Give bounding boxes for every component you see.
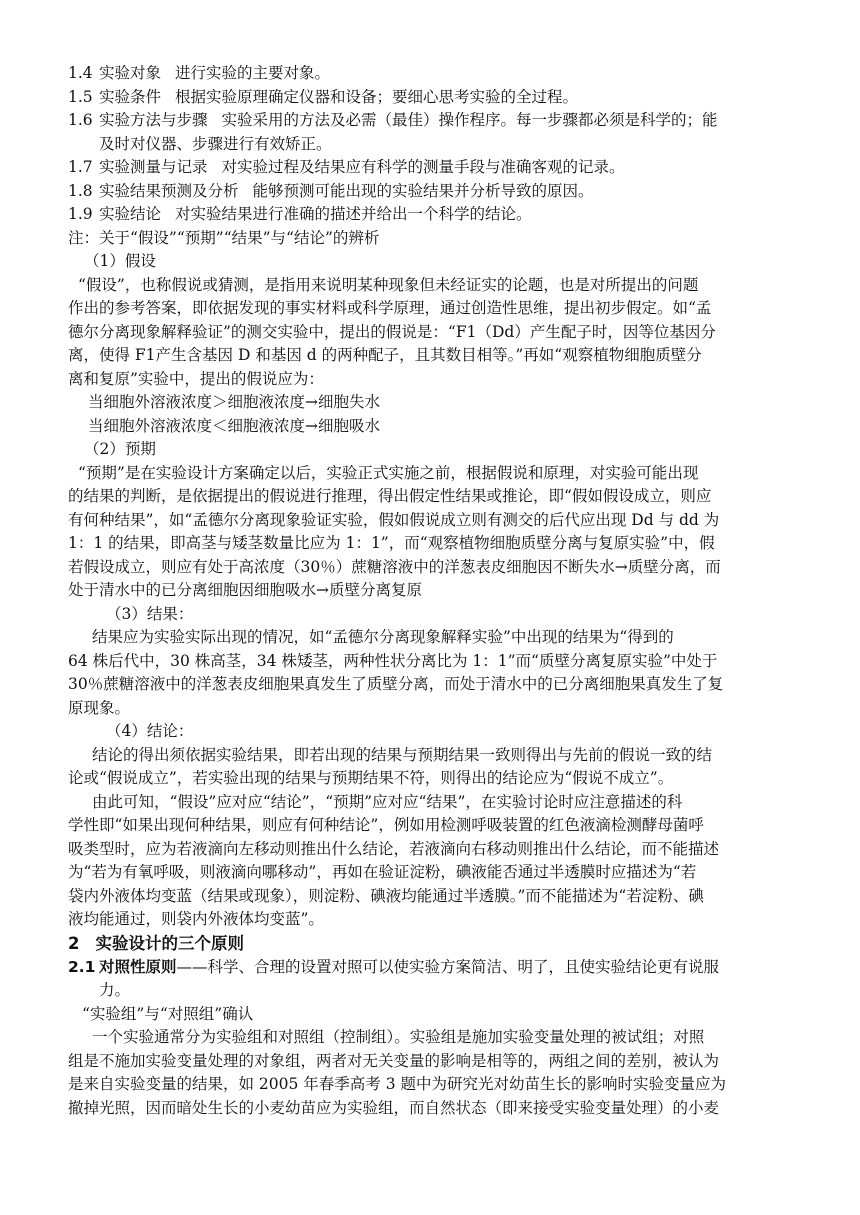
paragraph-summary xyxy=(68,791,792,932)
paragraph-line: 结果应为实验实际出现的情况，如“孟德尔分离现象解释实验”中出现的结果为“得到的 xyxy=(92,628,674,646)
paragraph-line: 论或“假说成立”，若实验出现的结果与预期结果不符，则得出的结论应为“假说不成立”。 xyxy=(68,769,674,787)
paragraph-line: 液均能通过，则袋内外液体均变蓝”。 xyxy=(68,910,324,928)
item-number: 1.9 xyxy=(68,205,93,223)
paragraph-result xyxy=(68,626,792,720)
item-number: 1.4 xyxy=(68,64,93,82)
paragraph-line: 吸类型时，应为若液滴向左移动则推出什么结论，若液滴向右移动则推出什么结论，而不能描述 xyxy=(68,839,720,858)
item-text-cont: 及时对仪器、步骤进行有效矫正。 xyxy=(99,134,332,153)
list-item-1-9 xyxy=(68,203,792,227)
section-heading-2 xyxy=(68,932,792,956)
paragraph-line: 原现象。 xyxy=(68,698,131,717)
item-text: 对实验过程及结果应有科学的测量手段与准确客观的记录。 xyxy=(221,158,625,176)
paragraph-line: 处于清水中的已分离细胞因细胞吸水→质壁分离复原 xyxy=(68,581,422,599)
paragraph-line: 作出的参考答案，即依据发现的事实材料或科学原理，通过创造性思维，提出初步假定。如“孟 xyxy=(68,299,712,317)
item-text: 进行实验的主要对象。 xyxy=(175,64,331,82)
paragraph-line: 64 株后代中，30 株高茎，34 株矮茎，两种性状分离比为 1：1”而“质壁分离复原实验”中处于 xyxy=(68,651,718,670)
paragraph-line: 1：1 的结果，即高茎与矮茎数量比应为 1：1”，而“观察植物细胞质壁分离与复原实验”中，假 xyxy=(68,534,715,552)
paragraph-line: 的结果的判断，是依据提出的假说进行推理，得出假定性结果或推论，即“假如假设成立，则应 xyxy=(68,487,712,505)
section-title-hypothesis: （1）假设 xyxy=(84,252,156,270)
paragraph-line: 为“若为有氧呼吸，则液滴向哪移动”，再如在验证淀粉，碘液能否通过半透膜时应描述为“若 xyxy=(68,863,697,881)
list-item-1-6 xyxy=(68,109,792,156)
paragraph-line: 袋内外液体均变蓝（结果或现象），则淀粉、碘液均能通过半透膜。”而不能描述为“若淀粉、碘 xyxy=(68,886,704,905)
item-tag: 实验结果预测及分析 xyxy=(99,181,239,200)
section-title-expectation: （2）预期 xyxy=(84,440,156,458)
formula-line: 当细胞外溶液浓度＞细胞液浓度→细胞失水 xyxy=(88,393,380,411)
subheading-groups: “实验组”与“对照组”确认 xyxy=(82,1004,254,1023)
paragraph-line: 撤掉光照，因而暗处生长的小麦幼苗应为实验组，而自然状态（即来接受实验变量处理）的小麦 xyxy=(68,1098,720,1117)
paragraph-line: 有何种结果”，如“孟德尔分离现象验证实验，假如假说成立则有测交的后代应出现 Dd 与 dd 为 xyxy=(68,510,720,529)
paragraph-line: 30％蔗糖溶液中的洋葱表皮细胞果真发生了质壁分离，而处于清水中的已分离细胞果真发生了复 xyxy=(68,675,724,693)
paragraph-line: 由此可知，“假设”应对应“结论”，“预期”应对应“结果”，在实验讨论时应注意描述的科 xyxy=(92,792,683,811)
item-text: 对实验结果进行准确的描述并给出一个科学的结论。 xyxy=(175,205,532,223)
item-tag: 实验方法与步骤 xyxy=(99,111,208,129)
principle-name: 对照性原则 xyxy=(99,957,177,976)
paragraph-line: 离，使得 F1产生含基因 D 和基因 d 的两种配子，且其数目相等。”再如“观察植物细胞质壁分 xyxy=(68,346,702,364)
item-tag: 实验测量与记录 xyxy=(99,158,208,176)
paragraph-line: 一个实验通常分为实验组和对照组（控制组）。实验组是施加实验变量处理的被试组；对照 xyxy=(92,1028,705,1046)
item-tag: 实验对象 xyxy=(99,64,162,82)
paragraph-line: 离和复原”实验中，提出的假说应为： xyxy=(68,369,324,388)
item-text: ——科学、合理的设置对照可以使实验方案简洁、明了，且使实验结论更有说服 xyxy=(176,957,720,976)
list-item-2-1 xyxy=(68,956,792,1003)
paragraph-line: 若假设成立，则应有处于高浓度（30％）蔗糖溶液中的洋葱表皮细胞因不断失水→质壁分离，而 xyxy=(68,557,721,576)
paragraph-conclusion xyxy=(68,744,792,791)
section-title-result: （3）结果： xyxy=(106,604,194,623)
paragraph-line: “预期”是在实验设计方案确定以后，实验正式实施之前，根据假说和原理，对实验可能出现 xyxy=(78,463,699,482)
section-title-conclusion: （4）结论： xyxy=(106,722,194,740)
item-text-cont: 力。 xyxy=(99,981,131,999)
paragraph-line: “假设”，也称假说或猜测，是指用来说明某种现象但未经证实的论题，也是对所提出的问题 xyxy=(78,275,699,294)
item-number: 1.5 xyxy=(68,87,93,106)
item-text: 根据实验原理确定仪器和设备；要细心思考实验的全过程。 xyxy=(175,87,579,106)
list-item-1-7 xyxy=(68,156,792,180)
item-text: 实验采用的方法及必需（最佳）操作程序。每一步骤都必须是科学的；能 xyxy=(221,111,718,129)
list-item-1-8 xyxy=(68,180,792,204)
item-tag: 实验条件 xyxy=(99,87,162,106)
paragraph-line: 组是不施加实验变量处理的对象组，两者对无关变量的影响是相等的，两组之间的差别，被认为 xyxy=(68,1051,720,1070)
paragraph-hypothesis xyxy=(68,274,792,392)
item-number: 1.7 xyxy=(68,158,93,176)
paragraph-line: 结论的得出须依据实验结果，即若出现的结果与预期结果一致则得出与先前的假说一致的结 xyxy=(92,745,713,764)
item-number: 2.1 xyxy=(68,957,96,976)
list-item-1-5 xyxy=(68,86,792,110)
item-number: 1.6 xyxy=(68,111,93,129)
paragraph-expectation xyxy=(68,462,792,603)
heading-number: 2 xyxy=(68,933,80,953)
item-number: 1.8 xyxy=(68,181,93,200)
document-page xyxy=(68,62,792,1120)
list-item-1-4 xyxy=(68,62,792,86)
paragraph-line: 是来自实验变量的结果，如 2005 年春季高考 3 题中为研究光对幼苗生长的影响时实验变量应为 xyxy=(68,1075,727,1093)
paragraph-line: 学性即“如果出现何种结果，则应有何种结论”，例如用检测呼吸装置的红色液滴检测酵母菌呼 xyxy=(68,816,704,834)
note-heading: 注：关于“假设”“预期”“结果”与“结论”的辨析 xyxy=(68,228,380,247)
formula-line: 当细胞外溶液浓度＜细胞液浓度→细胞吸水 xyxy=(88,416,380,435)
paragraph-groups xyxy=(68,1026,792,1120)
item-tag: 实验结论 xyxy=(99,205,162,223)
heading-text: 实验设计的三个原则 xyxy=(95,933,244,953)
item-text: 能够预测可能出现的实验结果并分析导致的原因。 xyxy=(252,181,594,200)
paragraph-line: 德尔分离现象解释验证”的测交实验中，提出的假说是：“F1（Dd）产生配子时，因等位基因分 xyxy=(68,322,716,341)
